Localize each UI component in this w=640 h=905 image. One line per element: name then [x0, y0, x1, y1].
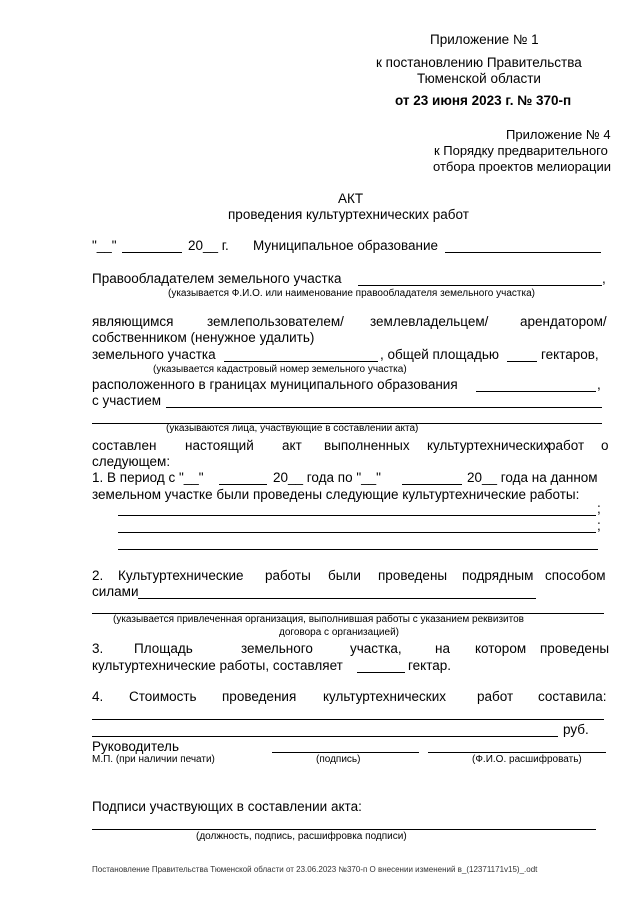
- name-hint: (Ф.И.О. расшифровать): [472, 754, 582, 765]
- owner-label: Правообладателем земельного участка: [92, 271, 342, 286]
- item1-middle: 20__ года по "__": [273, 470, 381, 485]
- item2-word: работы: [265, 568, 311, 583]
- item3-word: участка,: [350, 641, 402, 656]
- item3-line-2: культуртехнические работы, составляет: [92, 658, 343, 673]
- item4-word: проведения: [222, 689, 297, 704]
- status-word: землепользователем/: [207, 314, 344, 329]
- item3-word: 3.: [92, 641, 104, 656]
- status-line-2: собственником (ненужное удалить): [92, 330, 315, 345]
- cost-blank: [92, 719, 604, 720]
- item4-word: работ: [477, 689, 514, 704]
- item3-word: проведены: [540, 641, 610, 656]
- area-blank: [507, 361, 537, 362]
- item1-month-blank: [219, 484, 267, 485]
- contractor-hint-2: договора с организацией): [279, 627, 399, 638]
- appendix-4-label: Приложение № 4: [506, 127, 611, 142]
- month-blank: [122, 252, 182, 253]
- participants-label: с участием: [92, 393, 162, 408]
- signatures-label: Подписи участвующих в составлении акта:: [92, 799, 362, 814]
- area-result-blank: [357, 672, 405, 673]
- hectare-label: гектар.: [408, 658, 451, 673]
- item1-month-blank-2: [402, 484, 462, 485]
- works-blank: [118, 549, 598, 550]
- signatures-hint: (должность, подпись, расшифровка подписи): [196, 831, 407, 842]
- status-word: являющимся: [92, 314, 174, 329]
- procedure-line-2: отбора проектов мелиорации: [433, 159, 612, 174]
- compiled-word: работ: [548, 438, 585, 453]
- owner-blank: [358, 285, 602, 286]
- head-signature-blank: [272, 752, 419, 753]
- item3-word: котором: [475, 641, 527, 656]
- appendix-1-label: Приложение № 1: [430, 32, 539, 47]
- date-year: 20__ г.: [188, 238, 229, 253]
- decree-date: от 23 июня 2023 г. № 370-п: [395, 93, 572, 108]
- item4-word: 4.: [92, 689, 104, 704]
- owner-comma: ,: [602, 271, 606, 286]
- signature-hint: (подпись): [316, 754, 361, 765]
- cost-blank-2: [92, 736, 558, 737]
- act-title: АКТ: [338, 191, 364, 206]
- rub-label: руб.: [563, 722, 589, 737]
- contractor-hint: (указывается привлеченная организация, выполнившая работы с указанием реквизитов: [113, 614, 524, 625]
- to-decree-label: к постановлению Правительства: [376, 55, 582, 70]
- compiled-word: составлен: [92, 438, 157, 453]
- cadastral-blank: [224, 361, 378, 362]
- plot-label: земельного участка: [92, 347, 216, 362]
- item2-word: Культуртехнические: [118, 568, 244, 583]
- participants-hint: (указываются лица, участвующие в составлении акта): [166, 423, 419, 434]
- footer-path: Постановление Правительства Тюменской области от 23.06.2023 №370-п О внесении изменений в_(12371171v15)_.odt: [92, 865, 538, 874]
- municipality-blank: [445, 252, 601, 253]
- works-semicolon: ;: [597, 518, 601, 533]
- participants-blank: [166, 407, 602, 408]
- compiled-word: выполненных: [324, 438, 410, 453]
- item4-word: Стоимость: [129, 689, 197, 704]
- item2-word: 2.: [92, 568, 104, 583]
- item2-word: способом: [545, 568, 606, 583]
- act-subtitle: проведения культуртехнических работ: [228, 207, 469, 222]
- item3-word: земельного: [241, 641, 313, 656]
- item2-word: были: [328, 568, 361, 583]
- date-day: "__": [92, 238, 117, 253]
- item2-word: проведены: [378, 568, 448, 583]
- stamp-hint: М.П. (при наличии печати): [92, 754, 215, 765]
- item1-end: 20__ года на данном: [467, 470, 598, 485]
- item2-line-2: силами: [92, 584, 139, 599]
- region-label: Тюменской области: [417, 71, 541, 86]
- area-label: , общей площадью: [380, 347, 499, 362]
- cadastral-hint: (указывается кадастровый номер земельного участка): [153, 364, 407, 375]
- signatures-blank: [92, 829, 596, 830]
- item3-word: на: [435, 641, 450, 656]
- head-name-blank: [428, 752, 606, 753]
- item1-line-2: земельном участке были проведены следующие культуртехнические работы:: [92, 487, 580, 502]
- works-blank: [118, 515, 596, 516]
- compiled-word: акт: [282, 438, 302, 453]
- municipality-label: Муниципальное образование: [253, 238, 439, 253]
- item2-word: подрядным: [462, 568, 534, 583]
- located-label: расположенного в границах муниципального образования: [92, 377, 458, 392]
- compiled-word: культуртехнических: [427, 438, 550, 453]
- works-blank: [118, 532, 596, 533]
- compiled-word: о: [601, 438, 609, 453]
- item3-word: Площадь: [134, 641, 193, 656]
- head-label: Руководитель: [92, 739, 179, 754]
- item4-word: культуртехнических: [323, 689, 446, 704]
- works-semicolon: ;: [597, 501, 601, 516]
- hectares-label: гектаров,: [541, 347, 599, 362]
- item4-word: составила:: [538, 689, 607, 704]
- compiled-line-2: следующем:: [92, 454, 171, 469]
- status-word: арендатором/: [520, 314, 607, 329]
- compiled-word: настоящий: [185, 438, 254, 453]
- procedure-line-1: к Порядку предварительного: [434, 143, 608, 158]
- item1-start: 1. В период с "__": [92, 470, 204, 485]
- contractor-blank: [138, 598, 536, 599]
- located-comma: ,: [597, 377, 601, 392]
- status-word: землевладельцем/: [370, 314, 489, 329]
- located-blank: [476, 391, 596, 392]
- owner-hint: (указывается Ф.И.О. или наименование правообладателя земельного участка): [168, 288, 535, 299]
